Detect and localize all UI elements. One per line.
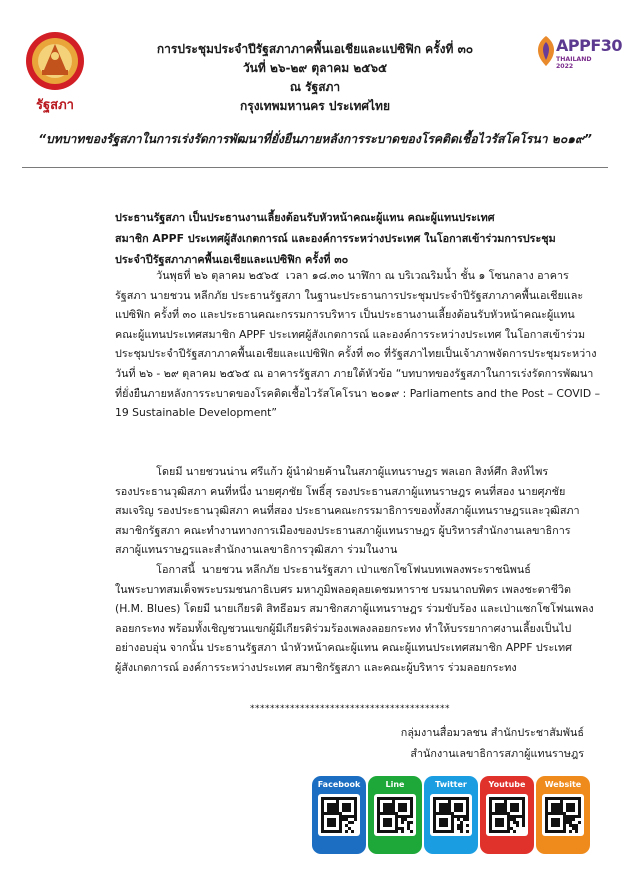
body-line: ประชุมประจำปีรัฐสภาภาคพื้นเอเชียและแปซิฟิก ครั้งที่ ๓๐ ที่รัฐสภาไทยเป็นเจ้าภาพจัดการประชุมระหว่าง — [115, 347, 597, 361]
body-line: ผู้สังเกตการณ์ องค์การระหว่างประเทศ สมาชิกรัฐสภา และคณะผู้บริหาร ร่วมลอยกระทง — [115, 660, 517, 674]
appf-logo — [534, 34, 623, 92]
body-line: วันที่ ๒๖ - ๒๙ ตุลาคม ๒๕๖๕ ณ อาคารรัฐสภา ภายใต้หัวข้อ “บทบาทของรัฐสภาในการเร่งรัดการพัฒนา — [115, 366, 594, 380]
body-line: สมาชิกรัฐสภา คณะทำงานทางการเมืองของประธานสภาผู้แทนราษฎร ผู้บริหารสำนักงานเลขาธิการ — [115, 523, 571, 537]
header-line-meeting: การประชุมประจำปีรัฐสภาภาคพื้นเอเชียและแปซิฟิก ครั้งที่ ๓๐ — [156, 42, 474, 56]
website-qr-card[interactable] — [536, 776, 590, 854]
lead-line: ประธานรัฐสภา เป็นประธานงานเลี้ยงต้อนรับหัวหน้าคณะผู้แทน คณะผู้แทนประเทศ — [115, 211, 495, 224]
qr-code-icon[interactable] — [318, 794, 360, 836]
theme-title: “บทบาทของรัฐสภาในการเร่งรัดการพัฒนาที่ยั่งยืนภายหลังการระบาดของโรคติดเชื้อไวรัสโคโรนา ๒๐๑๙” — [38, 132, 592, 146]
document-header — [110, 40, 520, 116]
body-line: ที่ยั่งยืนภายหลังการระบาดของโรคติดเชื้อไวรัสโคโรนา ๒๐๑๙ : Parliaments and the Post – COVID – — [115, 386, 600, 400]
qr-label: Website — [544, 780, 582, 789]
qr-code-icon[interactable] — [542, 794, 584, 836]
body-paragraph-1 — [115, 266, 600, 423]
body-paragraph-2 — [115, 462, 580, 560]
body-line: สมเจริญ รองประธานวุฒิสภา คนที่สอง ประธานคณะกรรมาธิการของทั้งสภาผู้แทนราษฎรและวุฒิสภา — [115, 504, 580, 518]
signature-department: กลุ่มงานสื่อมวลชน สำนักประชาสัมพันธ์ — [400, 726, 584, 739]
body-line: โดยมี นายชวนน่าน ศรีแก้ว ผู้นำฝ่ายค้านในสภาผู้แทนราษฎร พลเอก สิงห์ศึก สิงห์ไพร — [115, 465, 549, 478]
qr-label: Facebook — [317, 780, 361, 789]
body-line: รองประธานวุฒิสภา คนที่หนึ่ง นายศุภชัย โพธิ์สุ รองประธานสภาผู้แทนราษฎร คนที่สอง นายศุภชัย — [115, 484, 566, 498]
body-paragraph-3 — [115, 560, 594, 678]
parliament-logo — [22, 30, 88, 116]
logo-caption: รัฐสภา — [36, 98, 74, 113]
qr-label: Youtube — [488, 780, 526, 789]
qr-code-icon[interactable] — [486, 794, 528, 836]
appf-subtitle: THAILAND 2022 — [556, 56, 592, 70]
body-line: โอกาสนี้ นายชวน หลีกภัย ประธานรัฐสภา เป่าแซกโซโฟนบทเพลงพระราชนิพนธ์ — [115, 563, 531, 576]
qr-label: Twitter — [435, 780, 467, 789]
header-line-date: วันที่ ๒๖-๒๙ ตุลาคม ๒๕๖๕ — [242, 61, 388, 75]
lead-line: สมาชิก APPF ประเทศผู้สังเกตการณ์ และองค์การระหว่างประเทศ ในโอกาสเข้าร่วมการประชุม — [115, 232, 556, 245]
body-line: สภาผู้แทนราษฎรและสำนักงานเลขาธิการวุฒิสภา ร่วมในงาน — [115, 543, 398, 557]
lead-paragraph — [115, 207, 560, 270]
qr-label: Line — [385, 780, 405, 789]
body-line: รัฐสภา นายชวน หลีกภัย ประธานรัฐสภา ในฐานะประธานการประชุมประจำปีรัฐสภาภาคพื้นเอเชียและ — [115, 288, 584, 302]
signature-office: สำนักงานเลขาธิการสภาผู้แทนราษฎร — [410, 747, 584, 760]
qr-code-icon[interactable] — [430, 794, 472, 836]
body-line: อย่างอบอุ่น จากนั้น ประธานรัฐสภา นำหัวหน้าคณะผู้แทน คณะผู้แทนประเทศสมาชิก APPF ประเทศ — [115, 641, 572, 655]
appf-emblem-icon — [534, 34, 558, 68]
star-separator: **************************************** — [250, 704, 450, 714]
youtube-qr-card[interactable] — [480, 776, 534, 854]
body-line: ในพระบาทสมเด็จพระบรมชนกาธิเบศร มหาภูมิพลอดุลยเดชมหาราช บรมนาถบพิตร เพลงชะตาชีวิต — [115, 582, 572, 596]
qr-code-icon[interactable] — [374, 794, 416, 836]
body-line: แปซิฟิก ครั้งที่ ๓๐ และประธานคณะกรรมการบริหาร เป็นประธานงานเลี้ยงต้อนรับหัวหน้าคณะผู้แทน — [115, 308, 575, 322]
body-line: ลอยกระทง พร้อมทั้งเชิญชวนแขกผู้มีเกียรติร่วมร้องเพลงลอยกระทง ทำให้บรรยากาศงานเลี้ยงเป็นไป — [115, 621, 572, 635]
lead-line: ประจำปีรัฐสภาภาคพื้นเอเชียและแปซิฟิก ครั้งที่ ๓๐ — [115, 253, 349, 266]
facebook-qr-card[interactable] — [312, 776, 366, 854]
body-line: คณะผู้แทนประเทศสมาชิก APPF ประเทศผู้สังเกตการณ์ และองค์การระหว่างประเทศ ในโอกาสเข้าร่วม — [115, 327, 586, 341]
body-line: 19 Sustainable Development” — [115, 406, 278, 420]
body-line: วันพุธที่ ๒๖ ตุลาคม ๒๕๖๕ เวลา ๑๘.๓๐ นาฬิกา ณ บริเวณริมน้ำ ชั้น ๑ โซนกลาง อาคาร — [115, 269, 569, 282]
divider — [22, 167, 608, 168]
twitter-qr-card[interactable] — [424, 776, 478, 854]
header-line-city: กรุงเทพมหานคร ประเทศไทย — [239, 99, 391, 113]
appf-mark: APPF30 — [556, 36, 623, 55]
header-line-venue: ณ รัฐสภา — [289, 80, 341, 94]
parliament-emblem-icon — [22, 30, 88, 92]
line-qr-card[interactable] — [368, 776, 422, 854]
body-line: (H.M. Blues) โดยมี นายเกียรติ สิทธีอมร สมาชิกสภาผู้แทนราษฎร ร่วมขับร้อง และเป่าแซกโซโฟนเพลง — [115, 602, 594, 616]
